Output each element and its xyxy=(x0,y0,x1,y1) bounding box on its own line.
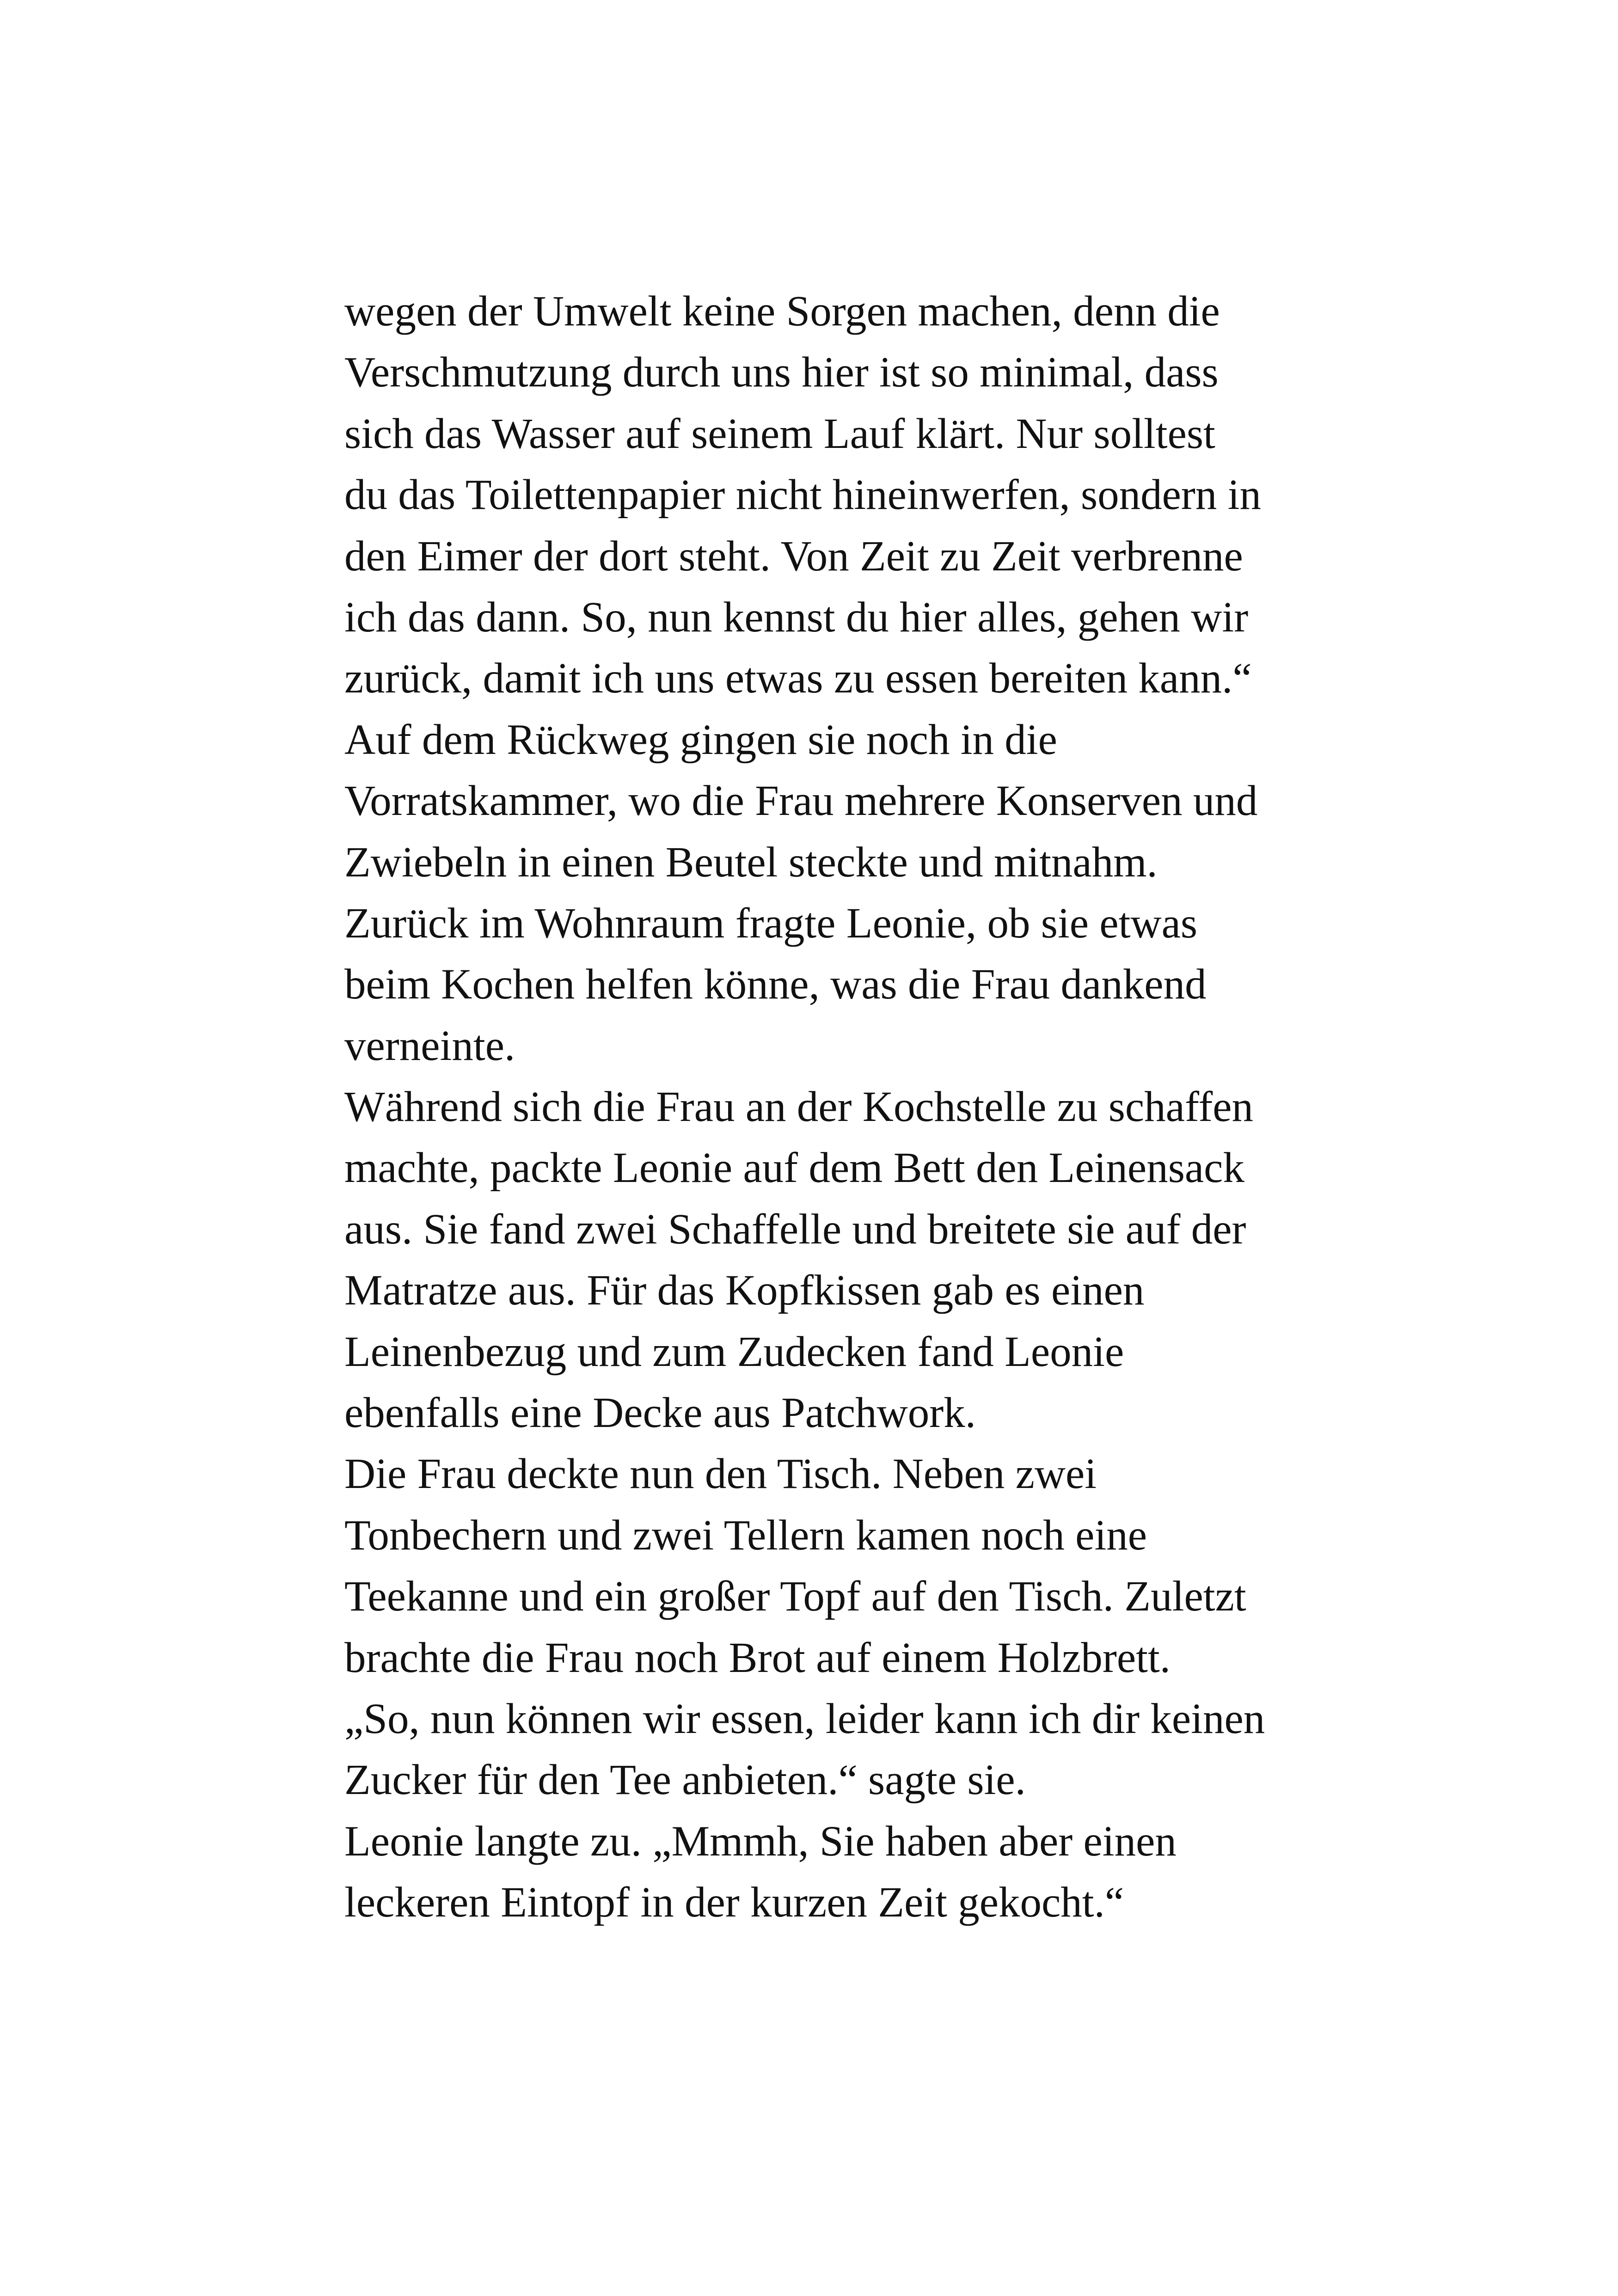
text-line: ich das dann. So, nun kennst du hier alles, gehen wir xyxy=(344,593,1249,641)
text-line: Die Frau deckte nun den Tisch. Neben zwei xyxy=(344,1450,1097,1498)
text-line: Leonie langte zu. „Mmmh, Sie haben aber einen xyxy=(344,1817,1177,1865)
body-text xyxy=(344,281,1398,1934)
text-line: den Eimer der dort steht. Von Zeit zu Zeit verbrenne xyxy=(344,532,1243,580)
text-line: machte, packte Leonie auf dem Bett den Leinensack xyxy=(344,1144,1244,1192)
text-line: leckeren Eintopf in der kurzen Zeit gekocht.“ xyxy=(344,1879,1124,1927)
text-line: Leinenbezug und zum Zudecken fand Leonie xyxy=(344,1328,1124,1376)
text-line: brachte die Frau noch Brot auf einem Holzbrett. xyxy=(344,1634,1171,1682)
text-line: Zwiebeln in einen Beutel steckte und mitnahm. xyxy=(344,838,1158,886)
text-line: Teekanne und ein großer Topf auf den Tisch. Zuletzt xyxy=(344,1573,1246,1621)
text-line: Während sich die Frau an der Kochstelle zu schaffen xyxy=(344,1083,1253,1131)
text-line: Zucker für den Tee anbieten.“ sagte sie. xyxy=(344,1756,1026,1804)
text-line: zurück, damit ich uns etwas zu essen bereiten kann.“ xyxy=(344,655,1252,703)
text-line: Zurück im Wohnraum fragte Leonie, ob sie etwas xyxy=(344,899,1198,947)
text-line: sich das Wasser auf seinem Lauf klärt. Nur solltest xyxy=(344,410,1215,458)
text-line: wegen der Umwelt keine Sorgen machen, denn die xyxy=(344,288,1220,335)
text-line: aus. Sie fand zwei Schaffelle und breitete sie auf der xyxy=(344,1205,1246,1253)
text-line: Tonbechern und zwei Tellern kamen noch eine xyxy=(344,1511,1147,1559)
text-line: Vorratskammer, wo die Frau mehrere Konserven und xyxy=(344,777,1258,825)
text-line: Auf dem Rückweg gingen sie noch in die xyxy=(344,716,1057,764)
text-line: verneinte. xyxy=(344,1022,515,1070)
text-line: Matratze aus. Für das Kopfkissen gab es einen xyxy=(344,1267,1145,1315)
text-line: „So, nun können wir essen, leider kann ich dir keinen xyxy=(344,1695,1265,1743)
text-line: Verschmutzung durch uns hier ist so minimal, dass xyxy=(344,349,1219,397)
text-line: beim Kochen helfen könne, was die Frau dankend xyxy=(344,961,1207,1009)
text-line: du das Toilettenpapier nicht hineinwerfen, sondern in xyxy=(344,471,1261,519)
text-line: ebenfalls eine Decke aus Patchwork. xyxy=(344,1389,976,1437)
